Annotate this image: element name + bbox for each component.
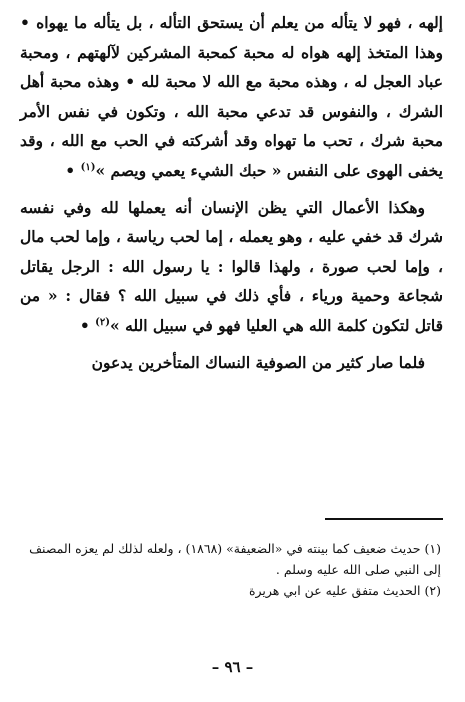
paragraph-3-text: فلما صار كثير من الصوفية النساك المتأخرين يدعون — [91, 352, 425, 372]
footnote-1: (١) حديث ضعيف كما بينته في «الضعيفة» (١٨٦٨) ، ولعله لذلك لم يعزه المصنف إلى النبي صلى الله عليه وسلم . — [29, 541, 441, 577]
footnotes — [22, 538, 441, 601]
footnote-ref-1: (١) — [80, 161, 96, 173]
page-number: – ٩٦ – — [211, 658, 254, 676]
footnote-ref-2: (٢) — [95, 316, 110, 328]
paragraph-1 — [20, 8, 443, 186]
paragraph-1-text: إلهه ، فهو لا يتأله من يعلم أن يستحق التأله ، بل يتأله ما يهواه • وهذا المتخذ إلهه هواه له محبة كمحبة المشركين لآلهتهم ، ومحبة عباد العجل له ، وهذه محبة مع الله لا محبة لله • وهذه محبة أهل الشرك ، والنفوس قد تدعي محبة الله ، وتكون في نفس الأمر محبة شرك ، تحب ما تهواه وقد أشركته في الحب مع الله ، وقد يخفى الهوى على النفس « حبك الشيء يعمي ويصم » — [20, 13, 443, 180]
footnote-separator — [325, 518, 443, 520]
paragraph-2-tail: • — [79, 315, 96, 335]
main-text — [20, 8, 443, 377]
paragraph-3 — [20, 348, 443, 378]
footnote-2: (٢) الحديث متفق عليه عن ابي هريرة — [248, 583, 441, 598]
paragraph-2 — [20, 193, 443, 341]
paragraph-1-tail: • — [65, 160, 81, 180]
paragraph-2-text: وهكذا الأعمال التي يظن الإنسان أنه يعملها لله وفي نفسه شرك قد خفي عليه ، وهو يعمله ، إما لحب رياسة ، وإما لحب مال ، وإما لحب صورة ، ولهذا قالوا : يا رسول الله : الرجل يقاتل شجاعة وحمية ورياء ، فأي ذلك في سبيل الله ؟ فقال : « من قاتل لتكون كلمة الله هي العليا فهو في سبيل الله » — [20, 197, 443, 335]
